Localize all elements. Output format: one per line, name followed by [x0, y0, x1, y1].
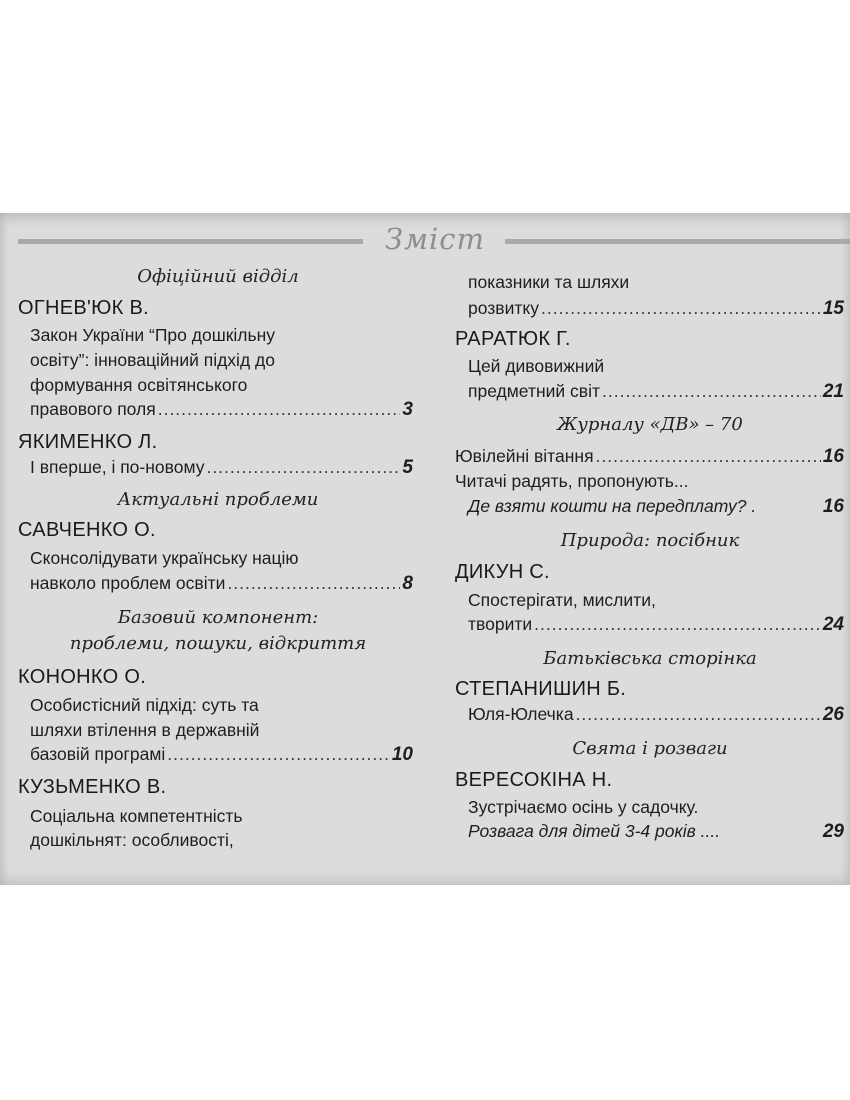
leader-dots — [576, 704, 821, 725]
toc-entry[interactable] — [468, 298, 844, 320]
author-ogneviuk: ОГНЕВ'ЮК В. — [18, 297, 149, 319]
toc-entry[interactable] — [468, 381, 844, 403]
article-line: Особистісний підхід: суть та — [30, 695, 259, 715]
entry-text: Розвага для дітей 3-4 років .... — [468, 821, 721, 841]
leader-dots — [206, 457, 400, 478]
author-yakymenko: ЯКИМЕНКО Л. — [18, 431, 158, 453]
page-number: 8 — [402, 573, 413, 594]
header-rule-right — [505, 239, 850, 244]
article-line: Сконсолідувати українську націю — [30, 548, 299, 568]
entry-text: творити — [468, 614, 533, 634]
article-line: Цей дивовижний — [468, 356, 605, 376]
article-line: показники та шляхи — [468, 272, 630, 292]
entry-text: Юля-Юлечка — [468, 704, 574, 724]
toc-entry[interactable] — [468, 704, 844, 726]
page-number: 21 — [822, 381, 844, 402]
entry-text: Де взяти кошти на передплату? . — [468, 496, 757, 516]
toc-entry[interactable] — [30, 744, 413, 766]
article-line: Закон України “Про дошкільну — [30, 325, 276, 345]
page-number: 10 — [391, 744, 413, 765]
page-number: 3 — [402, 399, 413, 420]
page-number: 29 — [822, 821, 844, 842]
entry-text: навколо проблем освіти — [30, 573, 226, 593]
article-line: шляхи втілення в державній — [30, 720, 260, 740]
section-base-component: Базовий компонент: — [117, 607, 319, 628]
section-journal-70: Журналу «ДВ» – 70 — [557, 414, 743, 435]
toc-entry[interactable] — [455, 446, 844, 468]
toc-entry[interactable] — [468, 821, 844, 843]
article-line: Читачі радять, пропонують... — [455, 471, 689, 491]
toc-entry[interactable] — [30, 573, 413, 595]
header-rule-left — [18, 239, 363, 244]
leader-dots — [541, 298, 821, 319]
leader-dots — [227, 573, 400, 594]
author-savchenko: САВЧЕНКО О. — [18, 519, 156, 541]
entry-text: І вперше, і по-новому — [30, 457, 205, 477]
author-stepanyshyn: СТЕПАНИШИН Б. — [455, 678, 627, 700]
author-kononko: КОНОНКО О. — [18, 666, 147, 688]
author-kuzmenko: КУЗЬМЕНКО В. — [18, 776, 167, 798]
page-number: 16 — [822, 446, 844, 467]
leader-dots — [602, 381, 821, 402]
leader-dots — [596, 446, 821, 467]
leader-dots — [167, 744, 390, 765]
entry-text: правового поля — [30, 399, 156, 419]
section-nature: Природа: посібник — [560, 530, 740, 551]
toc-entry[interactable] — [30, 399, 413, 421]
author-veresokina: ВЕРЕСОКІНА Н. — [455, 769, 613, 791]
section-parents-page: Батьківська сторінка — [543, 648, 757, 669]
page-title: Зміст — [384, 222, 486, 256]
article-line: Спостерігати, мислити, — [468, 590, 656, 610]
article-line: Зустрічаємо осінь у садочку. — [468, 797, 699, 817]
toc-entry[interactable] — [468, 496, 844, 518]
toc-entry[interactable] — [30, 457, 413, 479]
entry-text: базовій програмі — [30, 744, 166, 764]
leader-dots — [158, 399, 401, 420]
page-number: 15 — [822, 298, 844, 319]
article-line: освіту”: інноваційний підхід до — [30, 350, 275, 370]
article-line: дошкільнят: особливості, — [30, 830, 234, 850]
article-line: Соціальна компетентність — [30, 806, 243, 826]
page-number: 16 — [822, 496, 844, 517]
entry-text: розвитку — [468, 298, 539, 318]
leader-dots — [534, 614, 821, 635]
page-number: 24 — [822, 614, 844, 635]
page-number: 5 — [402, 457, 413, 478]
entry-text: Ювілейні вітання — [455, 446, 594, 466]
section-base-component-sub: проблеми, пошуки, відкриття — [69, 633, 367, 654]
article-line: формування освітянського — [30, 375, 248, 395]
author-raratiuk: РАРАТЮК Г. — [455, 328, 571, 350]
section-official: Офіційний відділ — [137, 266, 299, 287]
section-holidays: Свята і розваги — [572, 738, 728, 759]
entry-text: предметний світ — [468, 381, 600, 401]
author-dykun: ДИКУН С. — [455, 561, 550, 583]
toc-entry[interactable] — [468, 614, 844, 636]
page-number: 26 — [822, 704, 844, 725]
section-current-problems: Актуальні проблеми — [117, 489, 319, 510]
